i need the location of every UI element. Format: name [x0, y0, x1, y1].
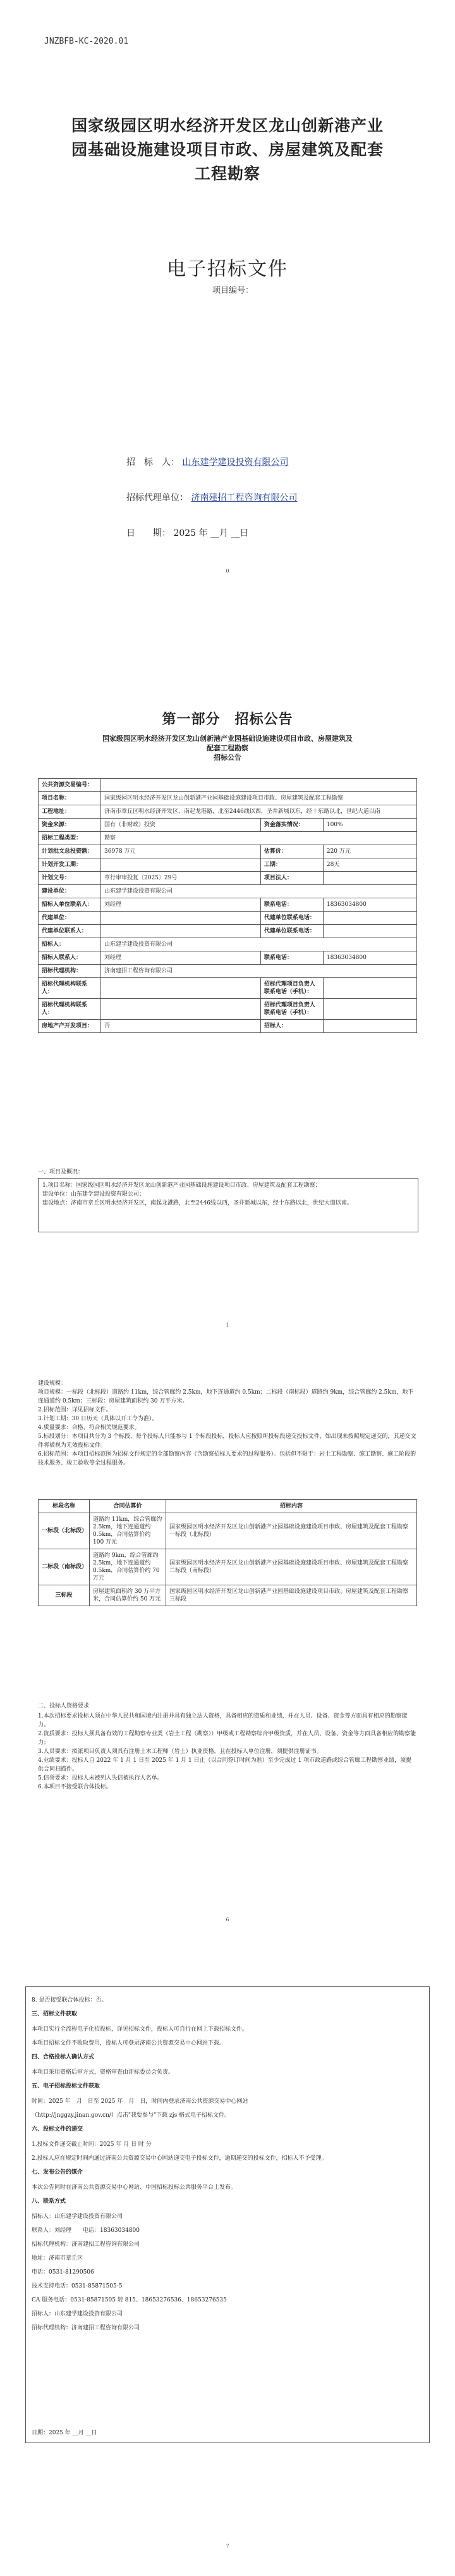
- table-row: [39, 1549, 417, 1585]
- overview-box: [38, 1178, 418, 1232]
- cell-value: [101, 779, 417, 792]
- table-cell: 二标段（南标段）: [39, 1549, 90, 1585]
- table-row: [39, 832, 417, 845]
- table-row: [39, 1020, 417, 1033]
- section-heading: 五、电子招标投标文件获取: [32, 2083, 100, 2090]
- body-line: 本次公告同时在济南公共资源交易中心网站、中国招标投标公共服务平台上发布。: [32, 2184, 237, 2191]
- cell-value: [101, 858, 261, 872]
- cell-value: [323, 978, 416, 999]
- cell-label: 工程地址：: [39, 805, 101, 819]
- contacts-page: [0, 1961, 455, 2576]
- cell-label: 估算价：: [260, 845, 323, 858]
- cell-value: [323, 872, 416, 885]
- table-header: 招标内容: [166, 1500, 417, 1513]
- scope-line: 5.标段划分：本项目共分为 3 个标段，每个投标人只能参与 1 个标段投标，投标人应按照所投标段递交投标文件，如出现未按照规定递交的，其递交文件将被视为无效投标文件。: [38, 1434, 416, 1449]
- agency-row: [126, 491, 297, 504]
- cell-label: 招标代理机构联系人：: [39, 978, 101, 999]
- cell-label: 招标工程类型：: [39, 832, 101, 845]
- cell-label: 计划批文总投资额：: [39, 845, 101, 858]
- cell-value: [101, 912, 261, 925]
- table-row: [39, 819, 417, 832]
- cell-label: 房地产产开发项目：: [39, 1020, 101, 1033]
- section-heading: 八、联系方式: [32, 2198, 66, 2205]
- cell-value: 国家级园区明水经济开发区龙山创新港产业园基础设施建设项目市政、房屋建筑及配套工程勘察: [101, 792, 417, 805]
- qual-line: 3.人员要求：拟派项目负责人须具有注册土木工程师（岩土）执业资格，且在投标人单位注册，须提供注册证书。: [38, 1749, 322, 1755]
- cell-label: 项目名称：: [39, 792, 101, 805]
- table-row: [39, 898, 417, 912]
- table-row: [39, 858, 417, 872]
- table-header: 合同估算价: [90, 1500, 166, 1513]
- table-row: [39, 792, 417, 805]
- cell-value: 国有（非财政）投资: [101, 819, 261, 832]
- final-date: 日期：2025 年 __月 __日: [32, 2430, 97, 2436]
- cell-label: 招标人联系人：: [39, 951, 101, 965]
- cell-value: 否: [101, 1020, 261, 1033]
- body-line: CA 服务电话：0531-85871505 转 815、18653276536、18653276535: [32, 2297, 227, 2303]
- table-row: [39, 1513, 417, 1549]
- cell-label: 公共资源交易编号：: [39, 779, 101, 792]
- scope-line: 项目规模：一标段（北标段）道路约 11km，综合管廊约 2.5km，地下连通道约 0.5km；二标段（南标段）道路约 9km，综合管廊约 2.5km，地下连通道约 0.5km；三标段：房屋建筑面积约 30 万平方米。: [38, 1389, 414, 1404]
- table-row: [39, 938, 417, 951]
- cell-value: [323, 912, 416, 925]
- cell-value: 济南市章丘区明水经济开发区，南起龙港路，北至2446线以西，圣井新城以东，经十东路以北，世纪大道以南: [101, 805, 417, 819]
- cell-label: 招标人：: [260, 1020, 323, 1033]
- table-row: [39, 978, 417, 999]
- agency-label: 招标代理单位：: [126, 493, 188, 503]
- scope-line: 建设规模：: [38, 1380, 67, 1387]
- cell-label: 招标代理项目负责人联系电话（手机）：: [260, 978, 323, 999]
- cell-label: 计划开发工期：: [39, 858, 101, 872]
- tenderer-label: 招 标 人：: [126, 457, 179, 468]
- table-row: [39, 912, 417, 925]
- qual-heading: 二、投标人资格要求: [38, 1703, 90, 1709]
- table-cell: 道路约 9km，综合管廊约 2.5km，地下连通道约 0.5km，合同估算价约 70 万元: [90, 1549, 166, 1585]
- table-cell: 道路约 11km，综合管廊约 2.5km，地下连通道约 0.5km，合同估算价约 100 万元: [90, 1513, 166, 1549]
- body-line: 招标人：山东建学建设投资有限公司: [32, 2214, 123, 2220]
- body-line: 招标代理机构：济南建招工程咨询有限公司: [32, 2325, 140, 2331]
- cell-label: 计划文号：: [39, 872, 101, 885]
- page-number: 7: [226, 2543, 229, 2549]
- scope-line: 2.招标范围：详见招标文件。: [38, 1407, 112, 1413]
- cell-label: 资金来源：: [39, 819, 101, 832]
- qual-line: 5.信誉要求：投标人未被列入失信被执行人名单。: [38, 1775, 163, 1781]
- cell-label: 招标人单位联系人：: [39, 898, 101, 912]
- page-number: 1: [226, 1322, 229, 1328]
- page-number: 0: [226, 568, 229, 574]
- cell-label: 联系电话：: [260, 898, 323, 912]
- table-row: [39, 999, 417, 1020]
- table-row: [39, 805, 417, 819]
- cell-value: 刘经理: [101, 898, 261, 912]
- cell-label: 招标代理机构联系人：: [39, 999, 101, 1020]
- table-cell: 房屋建筑面积约 30 万平方米，合同估算价约 50 万元: [90, 1585, 166, 1606]
- overview-line: 建设单位：山东建学建设投资有限公司；: [42, 1191, 145, 1198]
- body-line: 2.投标人应在规定时间内通过济南公共资源交易中心网站递交电子投标文件，逾期递交的投标文件，招标人不予受理。: [32, 2155, 327, 2162]
- body-line: 本项目实行全流程电子化招投标，详见招标文件，投标人可自行在网上下载招标文件。: [32, 2026, 248, 2033]
- overview-line: 建设地点：济南市章丘区明水经济开发区，南起龙港路，北至2446线以西，圣井新城以东，经十东路以北，世纪大道以南。: [42, 1200, 353, 1206]
- info-table: [38, 778, 417, 1033]
- scope-page: [0, 1360, 455, 1961]
- body-line: 时间：2025 年 月 日至 2025 年 月 日，时间内登录济南公共资源交易中心网站: [32, 2098, 248, 2105]
- tenderer-row: [126, 455, 288, 468]
- cell-value: 山东建学建设投资有限公司: [101, 938, 417, 951]
- qual-text: [38, 1712, 417, 1792]
- table-row: [39, 925, 417, 938]
- cell-value: [323, 999, 416, 1020]
- section-heading: 四、合格投标人确认方式: [32, 2054, 95, 2060]
- body-line: 地址：济南市章丘区: [32, 2255, 83, 2262]
- cell-label: 招标代理项目负责人联系电话（手机）：: [260, 999, 323, 1020]
- overview-line: 1.项目名称：国家级园区明水经济开发区龙山创新港产业园基础设施建设项目市政、房屋建筑及配套工程勘察；: [42, 1182, 321, 1189]
- section-heading: 六、投标文件的递交: [32, 2126, 83, 2133]
- scope-line: 6.招标范围：本项目招标范围为招标文件规定的全部勘察内容（含勘察招标人要求的过程服务）。包括但不限于：岩土工程勘察、施工勘察、施工阶段的技术服务、竣工验收等全过程服务。: [38, 1451, 416, 1466]
- body-line: 招标代理机构：济南建招工程咨询有限公司: [32, 2241, 140, 2248]
- table-row: [39, 885, 417, 898]
- scope-line: 4.质量要求：合格，符合相关规范要求。: [38, 1425, 140, 1431]
- table-header: 标段名称: [39, 1500, 90, 1513]
- body-line: 电话：0531-81290506: [32, 2269, 94, 2276]
- body-line: （http://jnggzy.jinan.gov.cn/）点击"我要参与"下载 zjs 格式电子招标文件。: [32, 2112, 231, 2119]
- cell-label: 建设单位：: [39, 885, 101, 898]
- cell-label: 招标人：: [39, 938, 101, 951]
- table-cell: 国家级园区明水经济开发区龙山创新港产业园基础设施建设项目市政、房屋建筑及配套工程勘察二标段（南标段）: [166, 1549, 417, 1585]
- lot-table: [38, 1499, 417, 1606]
- date-value: 2025 年 __月 __日: [173, 528, 249, 538]
- cell-label: 代建单位联系电话：: [260, 912, 323, 925]
- cell-label: 资金落实情况：: [260, 819, 323, 832]
- announcement-subtitle: 国家级园区明水经济开发区龙山创新港产业园基础设施建设项目市政、房屋建筑及配套工程勘察 招标公告: [102, 734, 353, 762]
- body-line: 招标人：山东建学建设投资有限公司: [32, 2311, 123, 2317]
- table-row: [39, 1585, 417, 1606]
- body-line: 8. 是否接受联合体投标：否。: [32, 1997, 107, 2003]
- cover-page: [0, 0, 455, 645]
- doc-code: JNZBFB-KC-2020.01: [44, 37, 129, 46]
- qual-line: 4.业绩要求：投标人自 2022 年 1 月 1 日至 2025 年 1 月 1 日止（以合同签订时间为准）至少完成过 1 项市政道路或综合管廊工程勘察业绩，须提供合同扫描件。: [38, 1757, 412, 1773]
- body-line: 联系人：刘经理 电话：18363034800: [32, 2227, 140, 2234]
- section-title: 第一部分 招标公告: [162, 711, 293, 728]
- scope-text: [38, 1379, 417, 1468]
- cell-value: [101, 925, 261, 938]
- project-title: 国家级园区明水经济开发区龙山创新港产业园基础设施建设项目市政、房屋建筑及配套工程勘察: [71, 116, 384, 183]
- cell-value: 100%: [323, 819, 416, 832]
- body-line: 本项目采用资格后审方式，资格审查由评标委员会负责。: [32, 2069, 174, 2076]
- section-heading: 七、发布公告的媒介: [32, 2169, 83, 2176]
- table-row: [39, 965, 417, 978]
- cell-value: 28天: [323, 858, 416, 872]
- table-cell: 一标段（北标段）: [39, 1513, 90, 1549]
- cell-label: 代建单位联系电话：: [260, 925, 323, 938]
- cell-value: 章行审审投复〔2025〕29号: [101, 872, 261, 885]
- table-row: [39, 951, 417, 965]
- cell-label: 代建单位：: [39, 912, 101, 925]
- table-row: [39, 845, 417, 858]
- cell-value: [323, 925, 416, 938]
- cell-value: 220 万元: [323, 845, 416, 858]
- project-no-label: 项目编号：: [212, 286, 254, 295]
- cell-value: 18363034800: [323, 951, 416, 965]
- cell-value: 18363034800: [323, 898, 416, 912]
- cell-value: 勘察: [101, 832, 417, 845]
- cell-value: 刘经理: [101, 951, 261, 965]
- cell-value: [101, 978, 261, 999]
- tenderer-value: 山东建学建设投资有限公司: [182, 457, 289, 468]
- doc-type-title: 电子招标文件: [167, 258, 288, 280]
- cell-value: 济南建招工程咨询有限公司: [101, 965, 417, 978]
- table-row: [39, 779, 417, 792]
- body-line: 本项目招标文件不收取费用，投标人可登录济南公共资源交易中心网站下载。: [32, 2040, 226, 2047]
- body-line: 技术支持电话：0531-85871505-5: [32, 2283, 123, 2289]
- cell-value: 山东建学建设投资有限公司: [101, 885, 417, 898]
- cell-label: 招标代理机构：: [39, 965, 101, 978]
- cell-value: [101, 999, 261, 1020]
- cell-label: 项目法人：: [260, 872, 323, 885]
- date-row: [126, 526, 248, 539]
- announcement-page: [0, 645, 455, 1360]
- table-row: [39, 872, 417, 885]
- body-line: 1.投标文件递交截止时间：2025 年 月 日 时 分: [32, 2141, 152, 2148]
- agency-value: 济南建招工程咨询有限公司: [191, 493, 298, 503]
- scope-line: 3.计划工期：30 日历天（具体以开工令为准）。: [38, 1416, 158, 1422]
- table-cell: 国家级园区明水经济开发区龙山创新港产业园基础设施建设项目市政、房屋建筑及配套工程勘察一标段（北标段）: [166, 1513, 417, 1549]
- cell-label: 代建单位联系人：: [39, 925, 101, 938]
- section-heading: 三、招标文件获取: [32, 2011, 78, 2017]
- cell-value: [323, 1020, 416, 1033]
- qual-line: 1.本次招标要求投标人须在中华人民共和国境内注册并具有独立法人资格，具备相应的资质和业绩，并在人员、设备、资金等方面具有相应的勘察能力。: [38, 1713, 408, 1728]
- date-label: 日 期：: [126, 528, 171, 538]
- cell-value: 36978 万元: [101, 845, 261, 858]
- overview-heading: 一、项目及概况：: [38, 1169, 84, 1175]
- cell-label: 工期：: [260, 858, 323, 872]
- page-number: 6: [226, 1917, 229, 1923]
- qual-line: 6.本项目不接受联合体投标。: [38, 1784, 112, 1790]
- table-cell: 国家级园区明水经济开发区龙山创新港产业园基础设施建设项目市政、房屋建筑及配套工程勘察三标段: [166, 1585, 417, 1606]
- cell-label: 联系电话：: [260, 951, 323, 965]
- qual-line: 2.资质要求：投标人须具备有效的工程勘察专业类（岩土工程（勘察））甲级或工程勘察综合甲级资质，并在人员、设备、资金等方面具备相应的勘察能力；: [38, 1731, 416, 1746]
- table-cell: 三标段: [39, 1585, 90, 1606]
